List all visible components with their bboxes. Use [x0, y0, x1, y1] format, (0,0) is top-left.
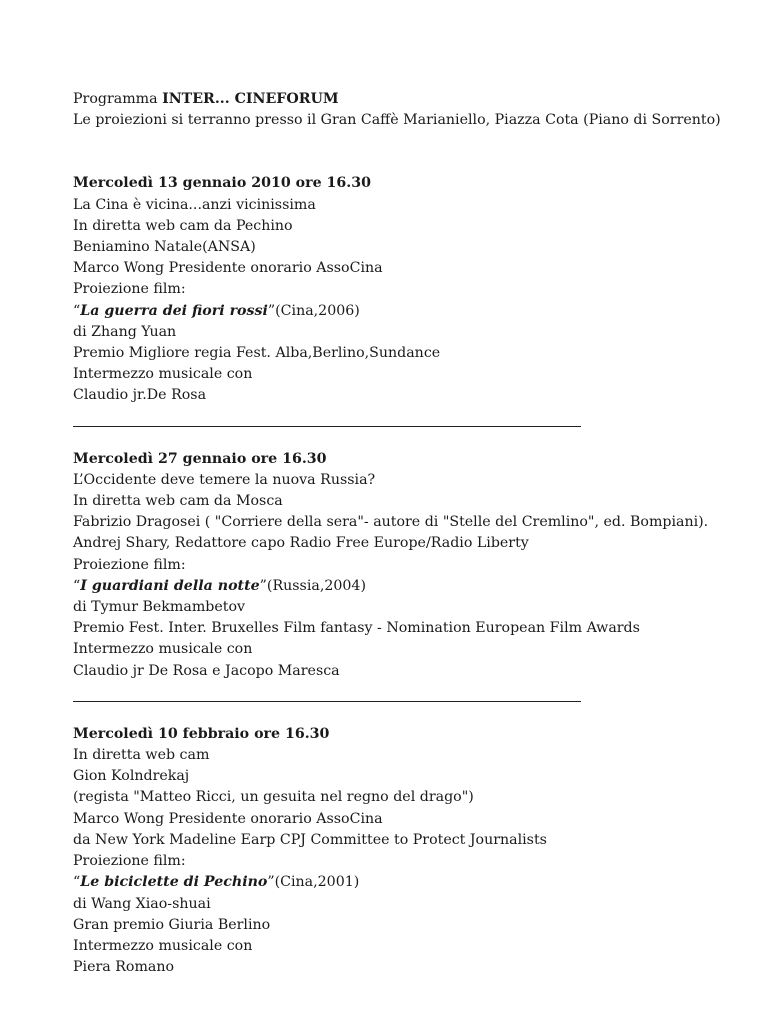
spacer — [73, 703, 733, 724]
event-line: Andrej Shary, Redattore capo Radio Free Europe/Radio Liberty — [73, 535, 529, 552]
film-line: “I guardiani della notte”(Russia,2004) — [73, 577, 366, 594]
event-line: Premio Fest. Inter. Bruxelles Film fantasy - Nomination European Film Awards — [73, 620, 640, 637]
event-line: Beniamino Natale(ANSA) — [73, 239, 256, 256]
horizontal-rule — [73, 682, 581, 703]
event-line: Claudio jr De Rosa e Jacopo Maresca — [73, 662, 340, 679]
program-name: INTER... CINEFORUM — [162, 91, 339, 107]
film-line: “La guerra dei fiori rossi”(Cina,2006) — [73, 302, 360, 319]
event-line: Proiezione film: — [73, 853, 186, 870]
horizontal-rule — [73, 407, 581, 428]
program-title: Programma INTER... CINEFORUM — [73, 91, 339, 107]
event-line: di Tymur Bekmambetov — [73, 599, 246, 616]
event-line: Piera Romano — [73, 959, 175, 976]
event-line: Fabrizio Dragosei ( "Corriere della sera"- autore di "Stelle del Cremlino", ed. Bompiani). — [73, 514, 709, 531]
event-line: L’Occidente deve temere la nuova Russia? — [73, 471, 376, 488]
event-line: Intermezzo musicale con — [73, 366, 253, 383]
event-line: Claudio jr.De Rosa — [73, 387, 207, 404]
event-line: di Zhang Yuan — [73, 323, 177, 340]
event-line: Premio Migliore regia Fest. Alba,Berlino,Sundance — [73, 345, 441, 362]
spacer — [73, 131, 733, 173]
event-line: In diretta web cam da Mosca — [73, 493, 283, 510]
event-section-1 — [73, 173, 733, 427]
event-line: Proiezione film: — [73, 556, 186, 573]
event-line: Intermezzo musicale con — [73, 937, 253, 954]
event-line: Gran premio Giuria Berlino — [73, 916, 271, 933]
venue-line: Le proiezioni si terranno presso il Gran Caffè Marianiello, Piazza Cota (Piano di Sorrento) — [73, 112, 721, 129]
film-line: “Le biciclette di Pechino”(Cina,2001) — [73, 874, 360, 891]
event-line: da New York Madeline Earp CPJ Committee to Protect Journalists — [73, 831, 547, 848]
event-date: Mercoledì 10 febbraio ore 16.30 — [73, 725, 330, 742]
event-line: Marco Wong Presidente onorario AssoCina — [73, 810, 383, 827]
event-section-3 — [73, 724, 733, 978]
film-title: Le biciclette di Pechino — [80, 874, 268, 891]
event-line: Marco Wong Presidente onorario AssoCina — [73, 260, 383, 277]
event-line: In diretta web cam — [73, 747, 210, 764]
event-line: di Wang Xiao-shuai — [73, 895, 211, 912]
event-line: Gion Kolndrekaj — [73, 768, 190, 785]
event-date: Mercoledì 13 gennaio 2010 ore 16.30 — [73, 175, 371, 192]
spacer — [73, 428, 733, 449]
event-line: In diretta web cam da Pechino — [73, 217, 293, 234]
event-line: (regista "Matteo Ricci, un gesuita nel regno del drago") — [73, 789, 474, 806]
event-line: La Cina è vicina...anzi vicinissima — [73, 196, 316, 213]
event-section-2 — [73, 449, 733, 703]
film-title: La guerra dei fiori rossi — [80, 302, 268, 319]
film-title: I guardiani della notte — [80, 577, 260, 594]
document-page — [73, 89, 733, 978]
event-date: Mercoledì 27 gennaio ore 16.30 — [73, 450, 327, 467]
event-line: Proiezione film: — [73, 281, 186, 298]
event-line: Intermezzo musicale con — [73, 641, 253, 658]
